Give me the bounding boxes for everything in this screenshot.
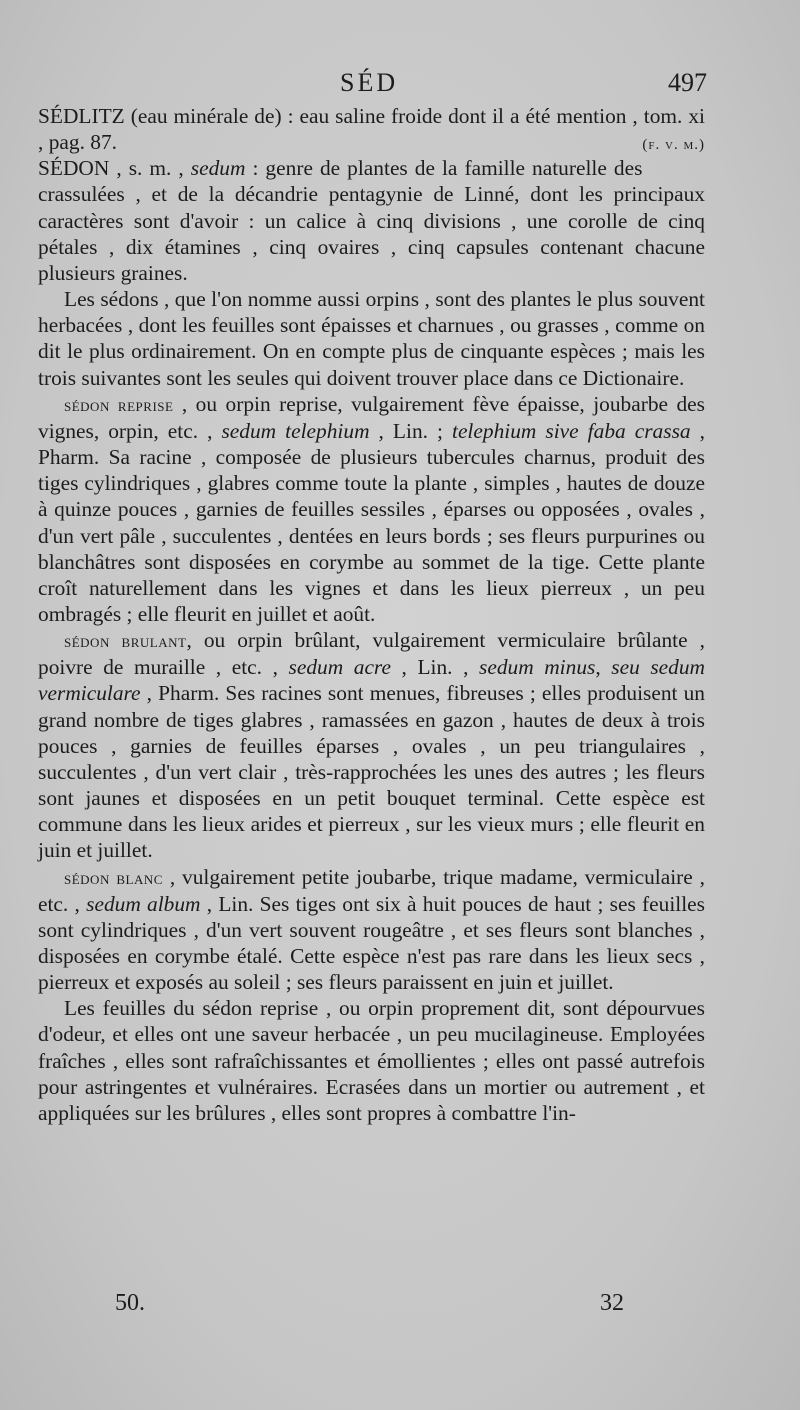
species-text: , Pharm. Ses racines sont menues, fibreuses ; elles produisent un grand nombre de tiges glabres , ramassées en gazon , hautes de deux à trois pouces , garnies de feuilles éparses , ovales , un peu triangulaires , succulentes , d'un vert clair , très-rapprochées les unes des autres ; les fleurs sont jaunes et disposées en un petit bouquet terminal. Cette espèce est commune dans les lieux arides et pierreux , sur les vieux murs ; elle fleurit en juin et juillet. <box>38 681 705 863</box>
latin-name: sedum minus <box>479 655 596 680</box>
latin-name: seu sedum vermiculare <box>38 655 706 706</box>
species-text: , <box>595 655 612 680</box>
species-reprise <box>38 391 705 627</box>
species-text: , ou orpin reprise, vulgairement fève épaisse, joubarbe des vignes, orpin, etc. , <box>38 391 705 443</box>
entry-headword: SÉDLITZ <box>38 104 125 128</box>
species-text: , Lin. , <box>390 655 479 680</box>
species-blanc <box>38 864 705 996</box>
author-credit: (f. v. m.) <box>642 137 705 154</box>
paragraph-closing: Les feuilles du sédon reprise , ou orpin proprement dit, sont dépourvues d'odeur, et elles ont une saveur herbacée , un peu mucilagineuse. Employées fraîches , elles sont rafraîchissantes et émollientes ; elles ont passé autrefois pour astringentes et vulnéraires. Ecrasées dans un mortier ou autrement , et appliquées sur les brûlures , elles sont propres à combattre l'in- <box>38 996 705 1125</box>
volume-number: 50. <box>115 1290 145 1316</box>
entry-sedon <box>38 155 705 286</box>
latin-name: sedum telephium <box>221 418 370 443</box>
running-header <box>0 68 800 100</box>
species-name: sédon blanc <box>64 867 163 888</box>
header-title: SÉD <box>340 68 399 97</box>
entry-text: , s. m. , <box>109 156 191 181</box>
latin-name: telephium sive faba crassa <box>452 418 691 443</box>
entry-text: (eau minérale de) : eau saline froide dont il a été mention , tom. xi , pag. 87. <box>38 104 705 155</box>
entry-headword: SÉDON <box>38 156 110 181</box>
latin-name: sedum <box>190 156 246 181</box>
species-text: , vulgairement petite joubarbe, trique madame, vermiculaire , etc. , <box>38 864 705 916</box>
latin-name: sedum album <box>86 891 201 916</box>
entry-sedlitz <box>38 103 705 155</box>
paragraph-intro: Les sédons , que l'on nomme aussi orpins , sont des plantes le plus souvent herbacées , dont les feuilles sont épaisses et charnues , ou grasses , comme on dit le plus ordinairement. On en compte plus de cinquante espèces ; mais les trois suivantes sont les seules qui doivent trouver place dans ce Dictionaire. <box>38 287 705 390</box>
species-name: sédon brulant <box>64 631 187 652</box>
page-number: 497 <box>668 68 707 97</box>
body-text <box>38 103 705 1126</box>
latin-name: sedum acre <box>288 655 391 680</box>
signature-mark: 32 <box>600 1290 624 1316</box>
species-name: sédon reprise <box>64 394 174 415</box>
species-brulant <box>38 627 705 863</box>
species-text: , Lin. ; <box>369 418 452 443</box>
species-text: , Lin. Ses tiges ont six à huit pouces de haut ; ses feuilles sont cylindriques , d'un vert souvent rougeâtre , et ses fleurs sont blanches , disposées en corymbe étalé. Cette espèce n'est pas rare dans les lieux secs , pierreux et exposés au soleil ; ses fleurs paraissent en juin et juillet. <box>38 891 705 995</box>
page-footer <box>0 1290 800 1320</box>
entry-text: : genre de plantes de la famille naturelle des crassulées , et de la décandrie pentagynie de Linné, dont les principaux caractères sont d'avoir : un calice à cinq divisions , une corolle de cinq pétales , dix étamines , cinq ovaires , cinq capsules contenant chacune plusieurs graines. <box>38 156 705 285</box>
species-text: , ou orpin brûlant, vulgairement vermiculaire brûlante , poivre de muraille , etc. , <box>38 628 705 680</box>
species-text: , Pharm. Sa racine , composée de plusieurs tubercules charnus, produit des tiges cylindriques , glabres comme toute la plante , simples , hautes de douze à quinze pouces , garnies de feuilles sessiles , éparses ou opposées , ovales , d'un vert pâle , succulentes , dentées en leurs bords ; ses fleurs purpurines ou blanchâtres sont disposées en corymbe au sommet de la tige. Cette plante croît naturellement dans les vignes et dans les lieux pierreux , un peu ombragés ; elle fleurit en juillet et août. <box>38 418 705 626</box>
